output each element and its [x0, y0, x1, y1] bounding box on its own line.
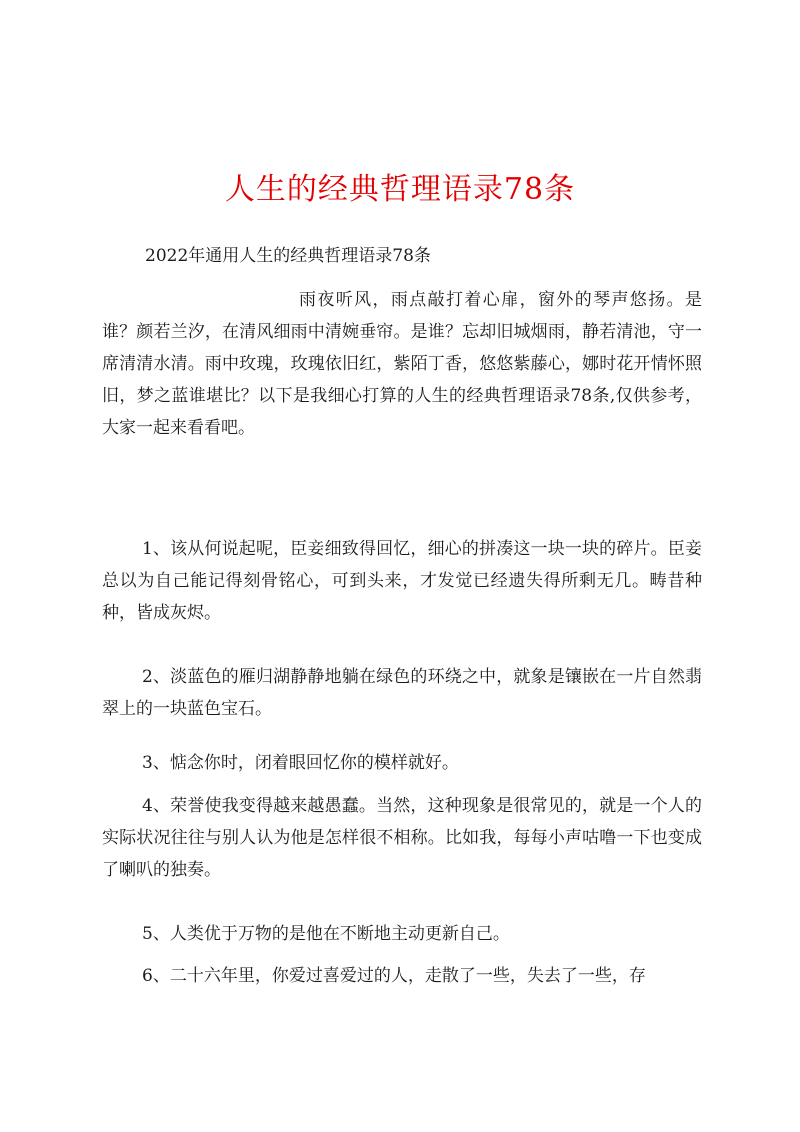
- quote-entry-1: 1、该从何说起呢，臣妾细致得回忆，细心的拼凑这一块一块的碎片。臣妾总以为自己能记得刻骨铭心，可到头来，才发觉已经遗失得所剩无几。畴昔种种，皆成灰烬。: [102, 539, 702, 623]
- quote-entry-5: 5、人类优于万物的是他在不断地主动更新自己。: [142, 924, 510, 944]
- intro-paragraph: 雨夜听风，雨点敲打着心扉，窗外的琴声悠扬。是谁？颜若兰汐，在清风细雨中清婉垂帘。是谁？忘却旧城烟雨，静若清池，守一席清清水清。雨中玫瑰，玫瑰依旧红，紫陌丁香，悠悠紫藤心，娜时花开情怀照旧，梦之蓝谁堪比？以下是我细心打算的人生的经典哲理语录78条,仅供参考，大家一起来看看吧。: [102, 290, 702, 438]
- document-title: 人生的经典哲理语录78条: [224, 172, 576, 207]
- quote-entry-2: 2、淡蓝色的雁归湖静静地躺在绿色的环绕之中，就象是镶嵌在一片自然翡翠上的一块蓝色宝石。: [102, 667, 702, 719]
- quote-entry-6: 6、二十六年里，你爱过喜爱过的人，走散了一些，失去了一些，存: [142, 966, 646, 986]
- document-subtitle: 2022年通用人生的经典哲理语录78条: [145, 246, 431, 266]
- quote-entry-4: 4、荣誉使我变得越来越愚蠢。当然，这种现象是很常见的，就是一个人的实际状况往往与别人认为他是怎样很不相称。比如我，每每小声咕噜一下也变成了喇叭的独奏。: [102, 796, 702, 880]
- quote-entry-3: 3、惦念你时，闭着眼回忆你的模样就好。: [142, 753, 459, 773]
